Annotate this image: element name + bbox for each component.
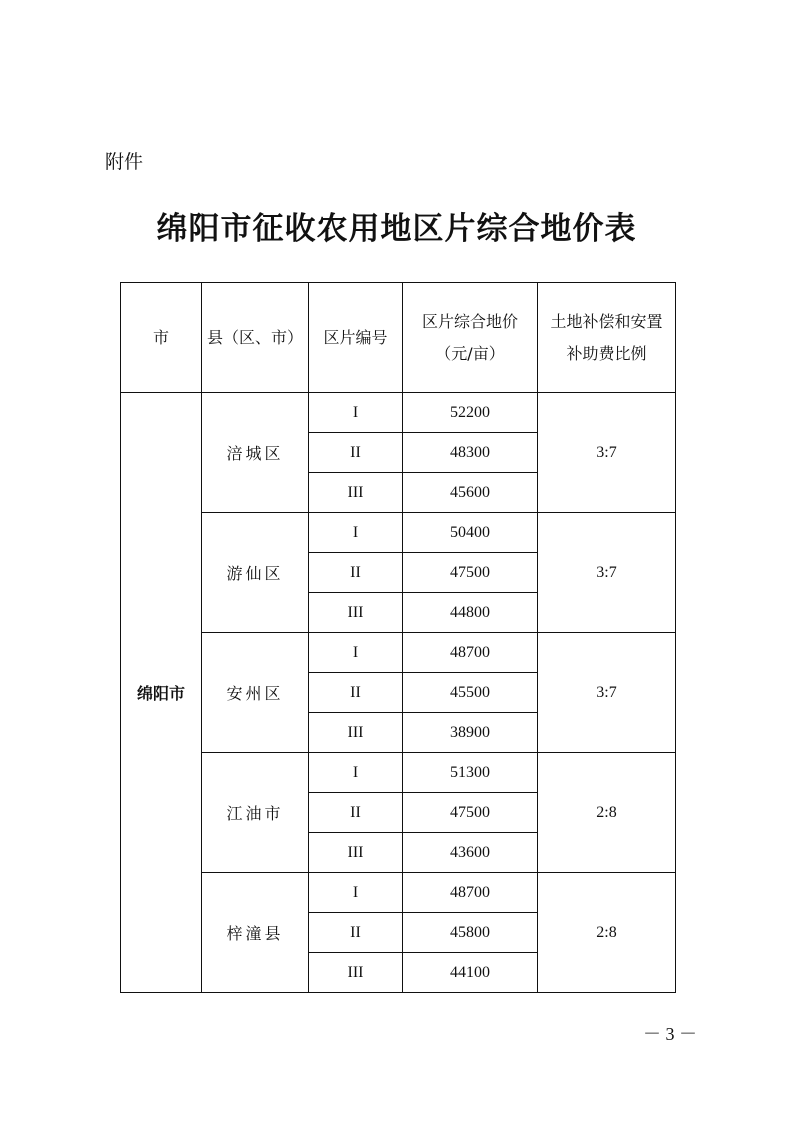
page-number: － 3 － (643, 1024, 697, 1044)
price-cell: 45500 (403, 673, 538, 713)
header-zone-code: 区片编号 (309, 283, 403, 393)
header-ratio (538, 283, 676, 393)
table-row (121, 513, 676, 553)
price-cell: 48700 (403, 873, 538, 913)
table-row (121, 753, 676, 793)
table-row (121, 633, 676, 673)
price-cell: 48700 (403, 633, 538, 673)
zone-code-cell: III (309, 473, 403, 513)
attachment-label: 附件 (105, 151, 144, 173)
city-cell: 绵阳市 (121, 393, 202, 993)
price-cell: 45800 (403, 913, 538, 953)
zone-code-cell: III (309, 713, 403, 753)
ratio-cell: 3:7 (538, 633, 676, 753)
price-cell: 45600 (403, 473, 538, 513)
zone-code-cell: II (309, 553, 403, 593)
zone-code-cell: I (309, 513, 403, 553)
table-row (121, 393, 676, 433)
price-cell: 44800 (403, 593, 538, 633)
price-cell: 50400 (403, 513, 538, 553)
zone-code-cell: I (309, 633, 403, 673)
zone-code-cell: III (309, 593, 403, 633)
price-cell: 43600 (403, 833, 538, 873)
county-cell: 梓潼县 (202, 873, 309, 993)
county-cell: 涪城区 (202, 393, 309, 513)
header-ratio-line1: 土地补偿和安置 (550, 311, 663, 331)
page-title: 绵阳市征收农用地区片综合地价表 (156, 211, 637, 247)
price-cell: 48300 (403, 433, 538, 473)
header-city: 市 (121, 283, 202, 393)
table-header-row (121, 283, 676, 393)
zone-code-cell: II (309, 673, 403, 713)
price-cell: 51300 (403, 753, 538, 793)
zone-code-cell: III (309, 833, 403, 873)
header-county: 县（区、市） (202, 283, 309, 393)
land-price-table (120, 282, 676, 993)
ratio-cell: 3:7 (538, 393, 676, 513)
ratio-cell: 2:8 (538, 873, 676, 993)
price-cell: 38900 (403, 713, 538, 753)
county-cell: 游仙区 (202, 513, 309, 633)
price-cell: 47500 (403, 793, 538, 833)
zone-code-cell: II (309, 793, 403, 833)
county-cell: 安州区 (202, 633, 309, 753)
ratio-cell: 2:8 (538, 753, 676, 873)
price-cell: 44100 (403, 953, 538, 993)
header-price-line1: 区片综合地价 (421, 311, 518, 331)
zone-code-cell: I (309, 753, 403, 793)
zone-code-cell: II (309, 433, 403, 473)
zone-code-cell: III (309, 953, 403, 993)
price-cell: 47500 (403, 553, 538, 593)
zone-code-cell: I (309, 873, 403, 913)
county-cell: 江油市 (202, 753, 309, 873)
table-row (121, 873, 676, 913)
price-cell: 52200 (403, 393, 538, 433)
header-ratio-line2: 补助费比例 (566, 343, 647, 363)
zone-code-cell: I (309, 393, 403, 433)
ratio-cell: 3:7 (538, 513, 676, 633)
header-price (403, 283, 538, 393)
zone-code-cell: II (309, 913, 403, 953)
header-price-line2: （元/亩） (435, 343, 505, 363)
